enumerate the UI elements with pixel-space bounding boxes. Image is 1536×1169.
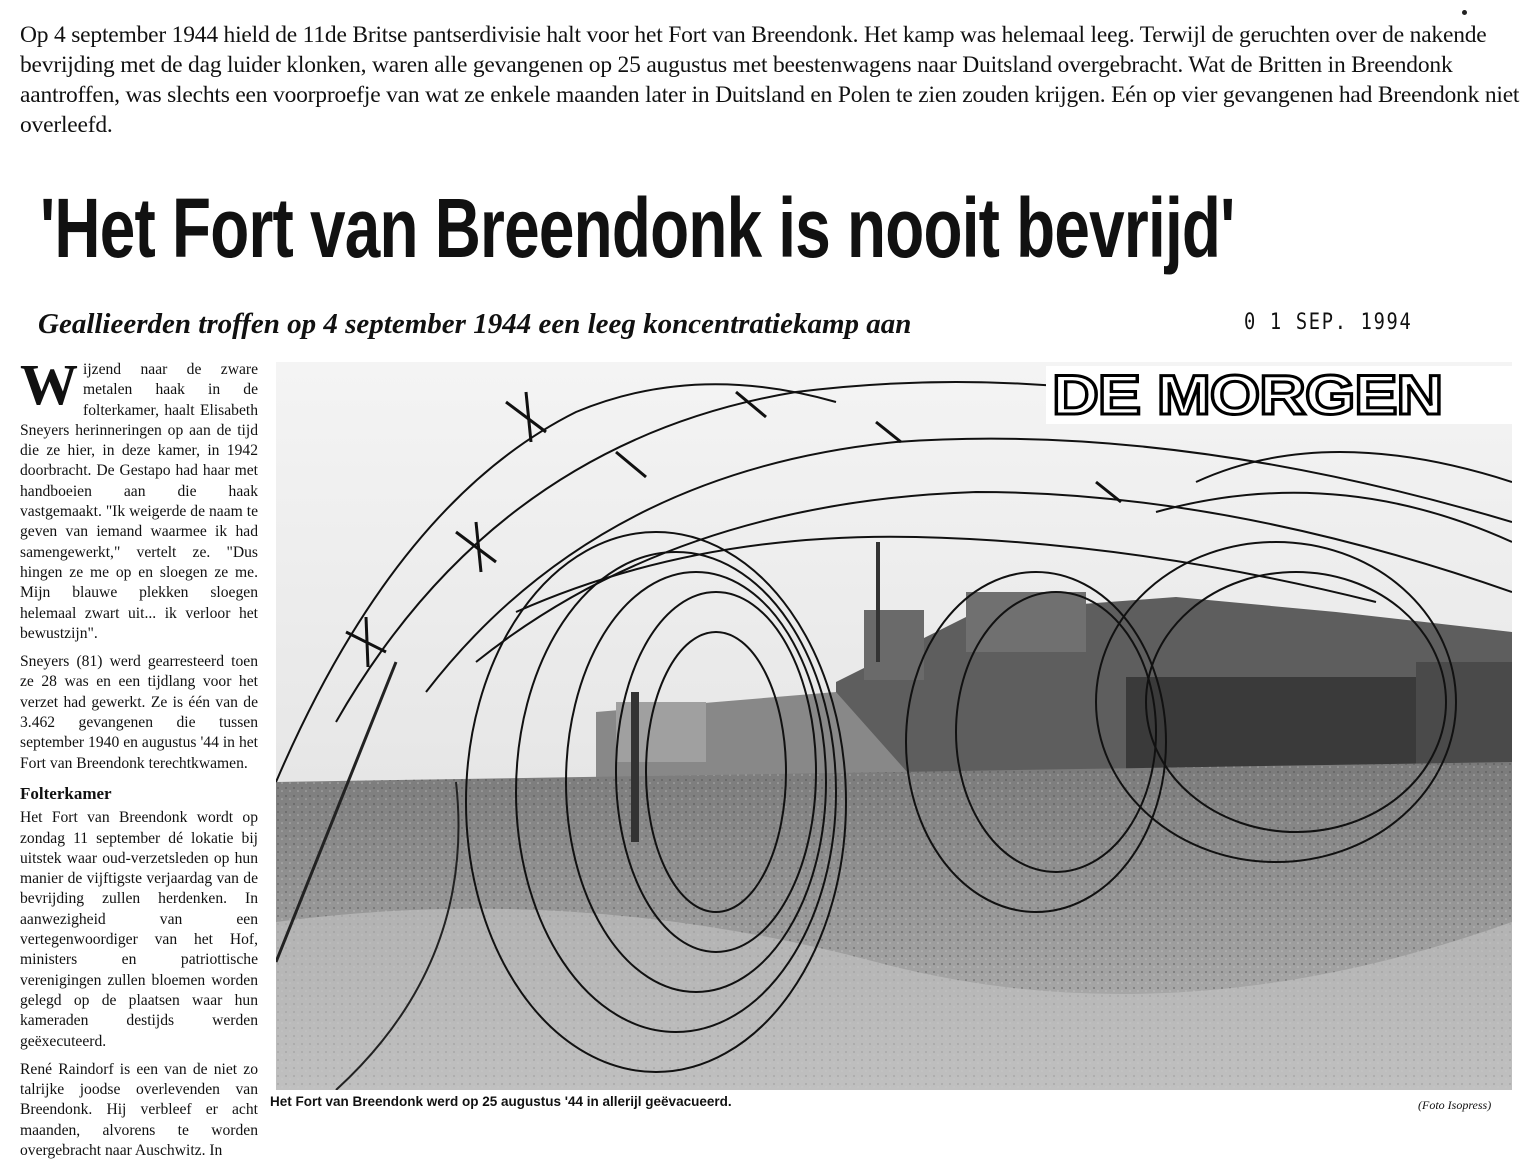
subheadline: Geallieerden troffen op 4 september 1944 een leeg koncentratiekamp aan [38, 308, 912, 340]
headline: 'Het Fort van Breendonk is nooit bevrijd' [40, 181, 1235, 275]
article-body-column [20, 352, 258, 1169]
photo-caption: Het Fort van Breendonk werd op 25 augustus '44 in allerijl geëvacueerd. [270, 1094, 732, 1109]
date-stamp: 0 1 SEP. 1994 [1244, 310, 1413, 335]
scan-speck [1462, 10, 1467, 15]
drop-cap: W [20, 352, 78, 417]
section-heading: Folterkamer [20, 783, 112, 803]
barbed-wire-photo [276, 362, 1512, 1090]
photo-illustration [276, 362, 1512, 1090]
logo-text: DE MORGEN [1052, 363, 1443, 426]
article-intro: Op 4 september 1944 hield de 11de Britse pantserdivisie halt voor het Fort van Breendonk. Het kamp was helemaal leeg. Terwijl de geruchten over de nakende bevrijding met de dag luider klonken, waren alle gevangenen op 25 augustus met beestenwagens naar Duitsland overgebracht. Wat de Britten in Breendonk aantroffen, was slechts een voorproefje van wat ze enkele maanden later in Duitsland en Polen te zien zouden krijgen. Eén op vier gevangenen had Breendonk niet overleefd. [20, 22, 1520, 138]
paragraph-1: Wijzend naar de zware metalen haak in de folterkamer, haalt Elisabeth Sneyers herinneringen op aan de tijd die ze hier, in deze kamer, in 1942 doorbracht. De Gestapo had haar met handboeien aan die haak vastgemaakt. "Ik weigerde de naam te geven van iemand waarmee ik had samengewerkt," vertelt ze. "Dus hingen ze me op en sloegen ze me. Mijn blauwe plekken sloegen helemaal zwart uit... ik verloor het bewustzijn". [20, 352, 258, 642]
paragraph-2: Sneyers (81) werd gearresteerd toen ze 28 was en een tijdlang voor het verzet had gewerkt. Ze is één van de 3.462 gevangenen die tussen september 1940 en augustus '44 in het Fort van Breendonk terechtkwamen. [20, 653, 258, 772]
publication-logo [1046, 363, 1512, 426]
paragraph-4: René Raindorf is een van de niet zo talrijke joodse overlevenden van Breendonk. Hij verbleef er acht maanden, alvorens te worden overgebracht naar Auschwitz. In [20, 1060, 258, 1159]
photo-credit: (Foto Isopress) [1418, 1098, 1492, 1112]
paragraph-3: Het Fort van Breendonk wordt op zondag 11 september dé lokatie bij uitstek waar oud-verzetsleden op hun manier de vijftigste verjaardag van de bevrijding zullen herdenken. In aanwezigheid van een vertegenwoordiger van het Hof, ministers en patriottische verenigingen zullen bloemen worden gelegd op de plaatsen waar hun kameraden destijds werden geëxecuteerd. [20, 809, 258, 1050]
